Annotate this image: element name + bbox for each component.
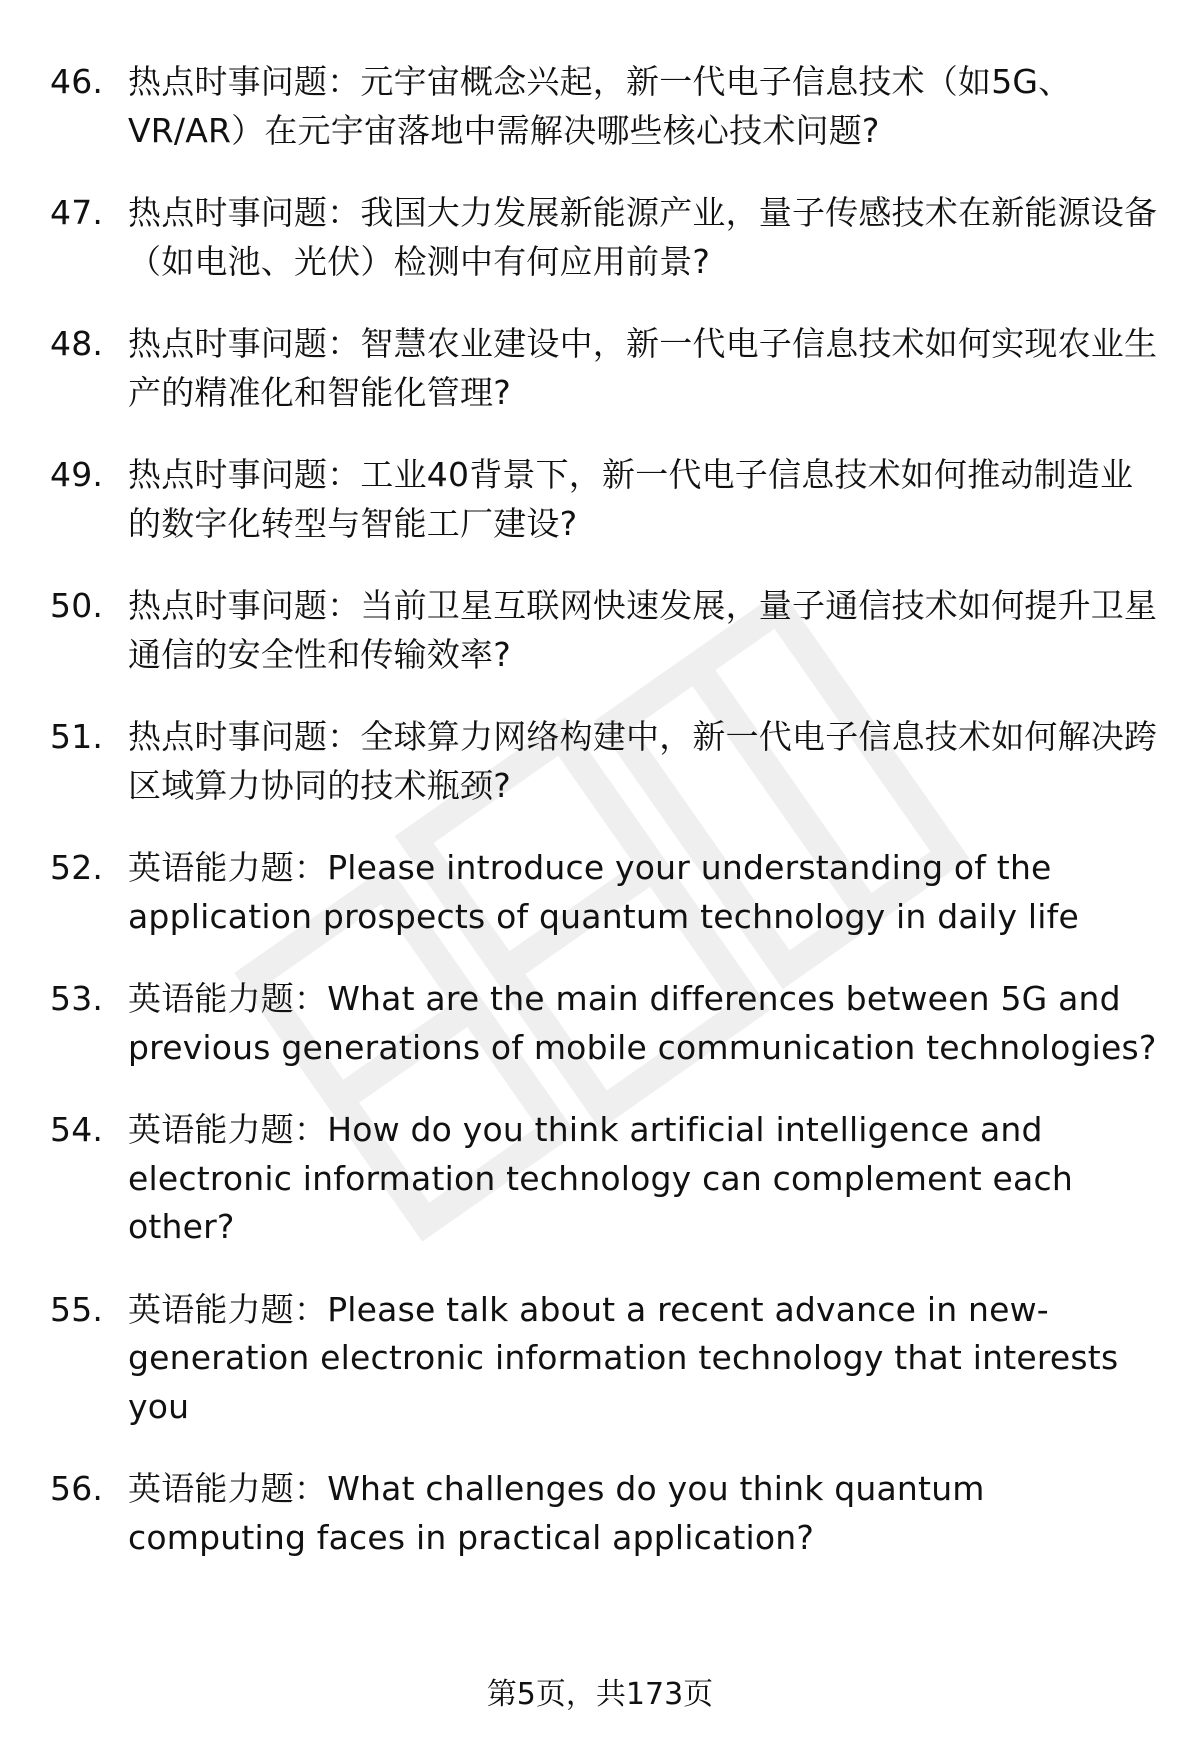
question-item [50, 320, 1160, 417]
question-text: 英语能力题：Please talk about a recent advance in new-generation electronic information technology that interests you [128, 1289, 1119, 1426]
question-text: 英语能力题：Please introduce your understanding of the application prospects of quantum technology in daily life [128, 848, 1079, 936]
question-text: 热点时事问题：智慧农业建设中，新一代电子信息技术如何实现农业生产的精准化和智能化管理? [128, 324, 1158, 412]
question-number: 46. [50, 62, 104, 101]
question-item [50, 713, 1160, 810]
question-item [50, 58, 1160, 155]
question-number: 51. [50, 717, 104, 756]
question-item [50, 1286, 1160, 1432]
question-text: 热点时事问题：工业40背景下，新一代电子信息技术如何推动制造业的数字化转型与智能工厂建设? [128, 455, 1134, 543]
question-number: 47. [50, 193, 104, 232]
question-number: 50. [50, 586, 104, 625]
question-number: 54. [50, 1110, 104, 1149]
question-text: 英语能力题：What challenges do you think quantum computing faces in practical application? [128, 1469, 985, 1557]
question-number: 53. [50, 979, 104, 1018]
question-number: 55. [50, 1289, 104, 1329]
question-number: 56. [50, 1469, 104, 1508]
question-item [50, 451, 1160, 548]
question-item [50, 844, 1160, 941]
question-item [50, 1106, 1160, 1252]
question-text: 热点时事问题：元宇宙概念兴起，新一代电子信息技术（如5G、VR/AR）在元宇宙落地中需解决哪些核心技术问题? [128, 62, 1072, 150]
question-number: 49. [50, 455, 104, 494]
question-text: 热点时事问题：当前卫星互联网快速发展，量子通信技术如何提升卫星通信的安全性和传输效率? [128, 586, 1158, 674]
question-text: 热点时事问题：我国大力发展新能源产业，量子传感技术在新能源设备（如电池、光伏）检测中有何应用前景? [128, 193, 1158, 281]
question-list [50, 58, 1160, 1596]
question-text: 英语能力题：What are the main differences between 5G and previous generations of mobile communication technologies? [128, 979, 1157, 1067]
question-number: 48. [50, 324, 104, 363]
question-item [50, 975, 1160, 1072]
question-text: 英语能力题：How do you think artificial intelligence and electronic information technology can complement each other? [128, 1110, 1073, 1246]
question-text: 热点时事问题：全球算力网络构建中，新一代电子信息技术如何解决跨区域算力协同的技术瓶颈? [128, 717, 1158, 805]
question-item [50, 582, 1160, 679]
question-item [50, 189, 1160, 286]
question-item [50, 1465, 1160, 1562]
question-number: 52. [50, 848, 104, 887]
page-footer: 第5页，共173页 [486, 1677, 714, 1712]
